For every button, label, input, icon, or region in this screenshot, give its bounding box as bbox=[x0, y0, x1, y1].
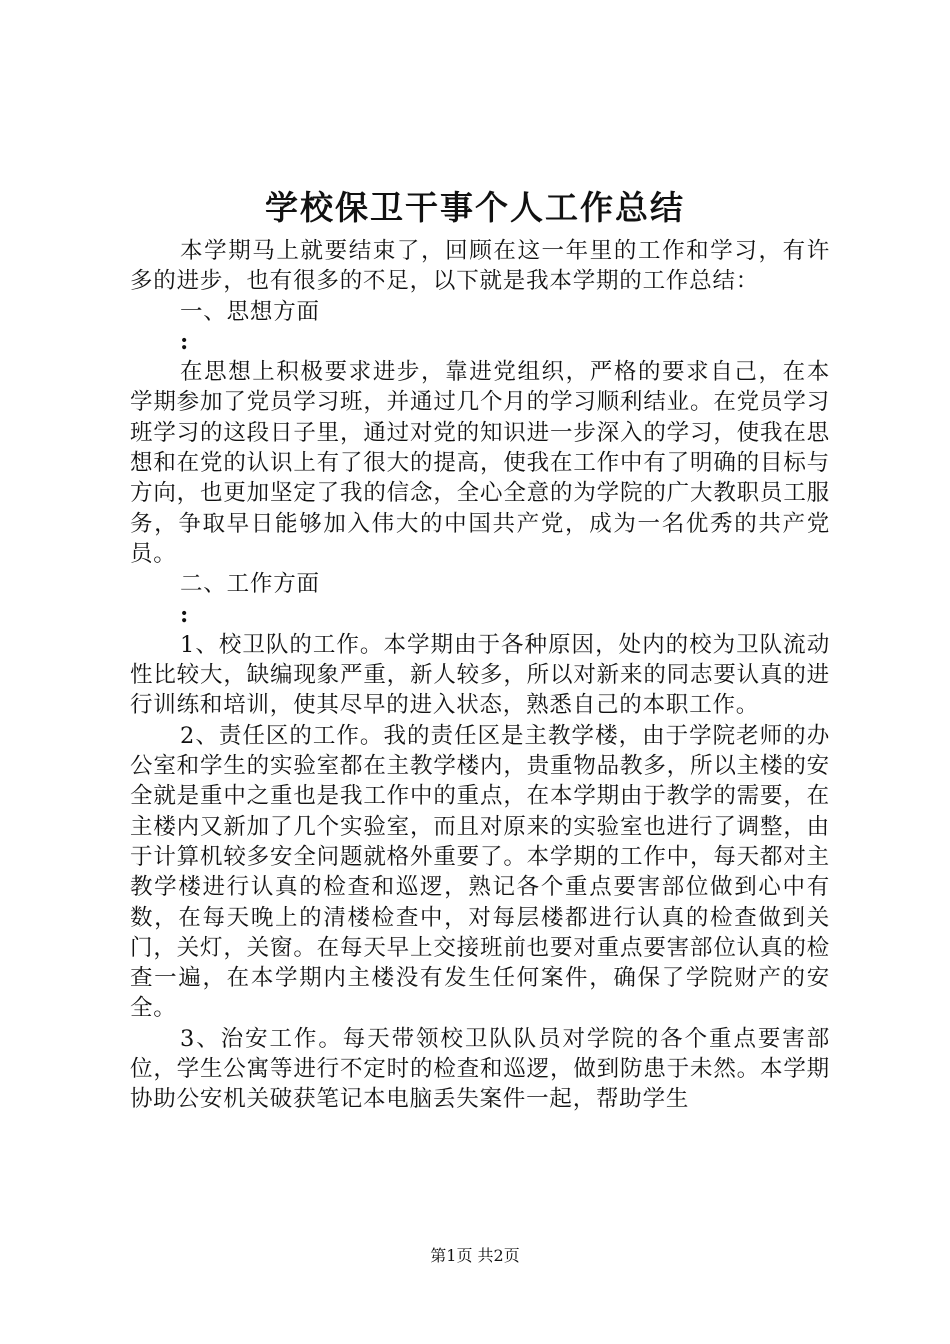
page-footer: 第1页 共2页 bbox=[430, 1246, 520, 1265]
work-item-responsibility-area: 2、责任区的工作。我的责任区是主教学楼，由于学院老师的办公室和学生的实验室都在主教学楼内，贵重物品教多，所以主楼的安全就是重中之重也是我工作中的重点，在本学期由于教学的需要，在主楼内又新加了几个实验室，而且对原来的实验室也进行了调整，由于计算机较多安全问题就格外重要了。本学期的工作中，每天都对主教学楼进行认真的检查和巡逻，熟记各个重点要害部位做到心中有数，在每天晚上的清楼检查中，对每层楼都进行认真的检查做到关门，关灯，关窗。在每天早上交接班前也要对重点要害部位认真的检查一遍，在本学期内主楼没有发生任何案件，确保了学院财产的安全。 bbox=[130, 722, 830, 1022]
section-colon: : bbox=[180, 601, 190, 628]
document-body bbox=[130, 236, 830, 1115]
thought-paragraph: 在思想上积极要求进步，靠进党组织，严格的要求自己，在本学期参加了党员学习班，并通过几个月的学习顺利结业。在党员学习班学习的这段日子里，通过对党的知识进一步深入的学习，使我在思想和在党的认识上有了很大的提高，使我在工作中有了明确的目标与方向，也更加坚定了我的信念，全心全意的为学院的广大教职员工服务，争取早日能够加入伟大的中国共产党，成为一名优秀的共产党员。 bbox=[130, 359, 830, 567]
intro-paragraph: 本学期马上就要结束了，回顾在这一年里的工作和学习，有许多的进步，也有很多的不足，以下就是我本学期的工作总结： bbox=[130, 238, 830, 295]
section-heading-work: 二、工作方面 bbox=[180, 571, 320, 598]
document-title: 学校保卫干事个人工作总结 bbox=[265, 188, 685, 227]
work-item-guard-team: 1、校卫队的工作。本学期由于各种原因，处内的校为卫队流动性比较大，缺编现象严重，新人较多，所以对新来的同志要认真的进行训练和培训，使其尽早的进入状态，熟悉自己的本职工作。 bbox=[130, 631, 830, 719]
work-item-public-security: 3、治安工作。每天带领校卫队队员对学院的各个重点要害部位，学生公寓等进行不定时的检查和巡逻，做到防患于未然。本学期协助公安机关破获笔记本电脑丢失案件一起，帮助学生 bbox=[130, 1025, 830, 1113]
section-heading-thought: 一、思想方面 bbox=[180, 298, 320, 325]
section-colon: : bbox=[180, 328, 190, 355]
